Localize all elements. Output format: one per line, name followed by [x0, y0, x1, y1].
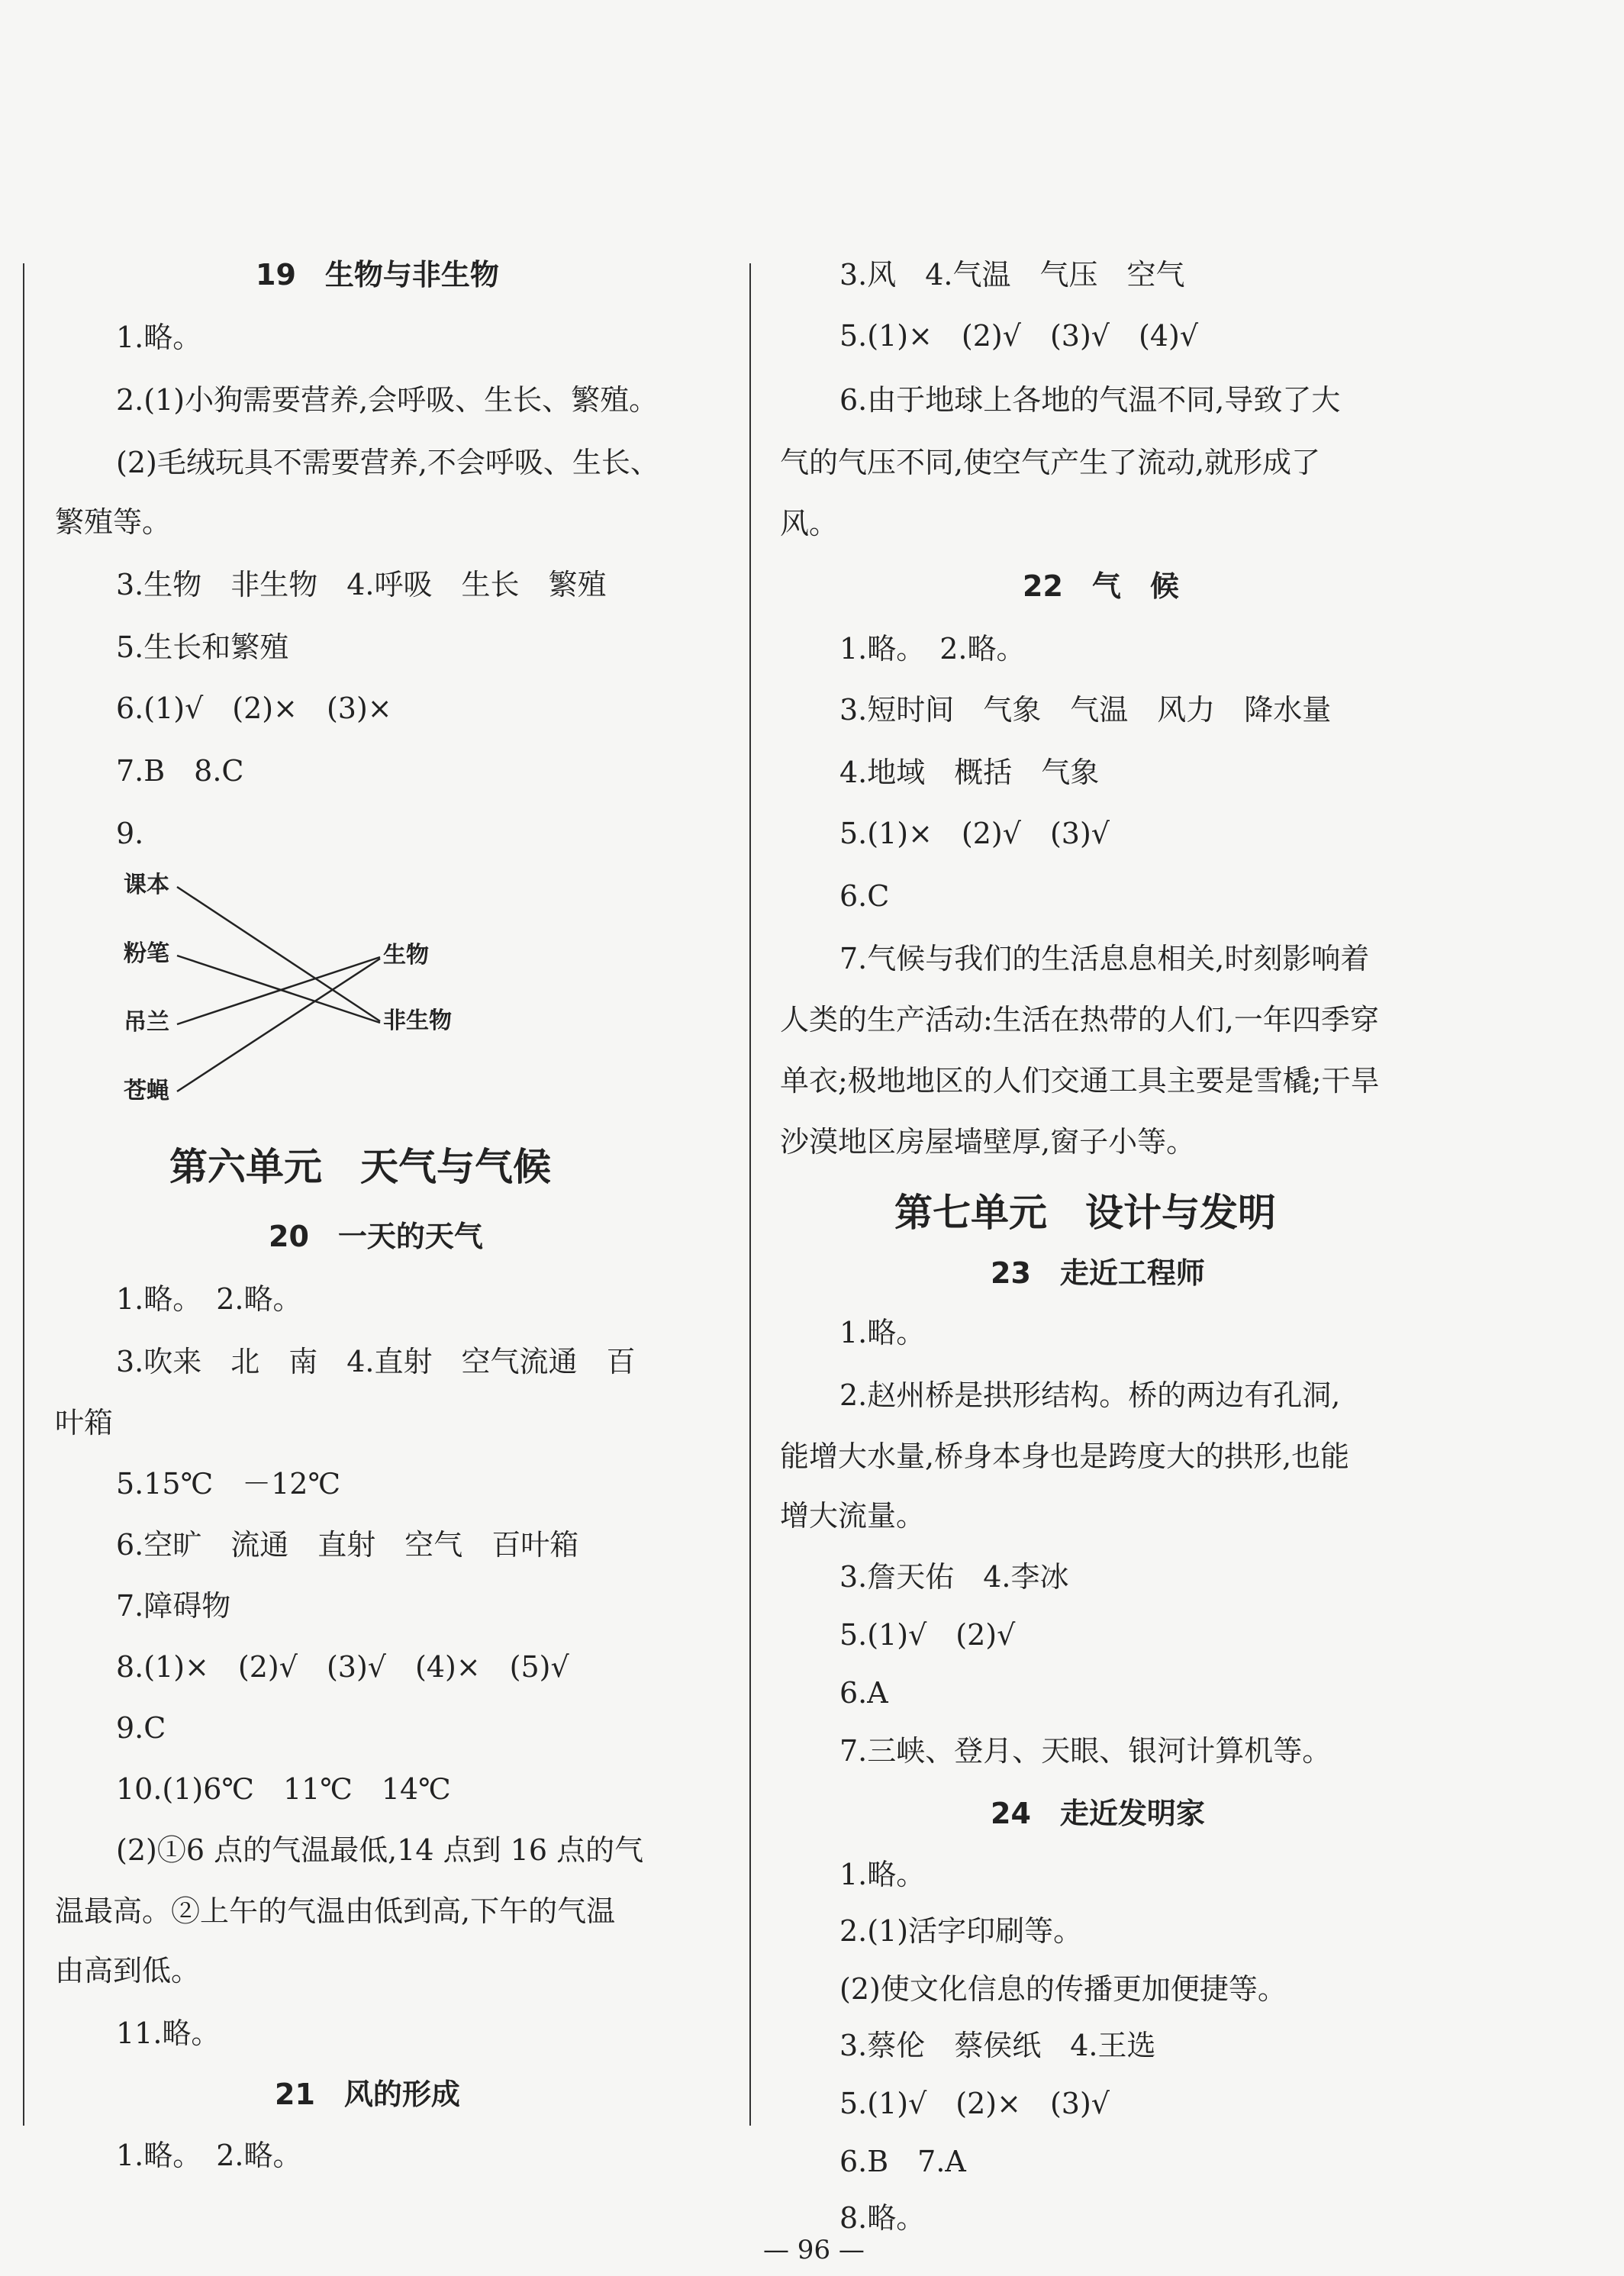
answer-line: 1.略。 2.略。 [116, 2139, 302, 2172]
answer-line: 6.由于地球上各地的气温不同,导致了大 [839, 383, 1341, 417]
answer-line: 7.B 8.C [116, 754, 244, 788]
answer-line: (2)使文化信息的传播更加便捷等。 [839, 1972, 1287, 2006]
matching-diagram [114, 870, 496, 1114]
unit-6-title: 第六单元 天气与气候 [169, 1145, 551, 1189]
answer-line: 6.A [839, 1676, 888, 1710]
section-23-title: 23 走近工程师 [991, 1256, 1205, 1290]
match-right-item: 生物 [383, 942, 429, 969]
answer-line: 增大流量。 [780, 1499, 926, 1533]
answer-line: 叶箱 [55, 1406, 114, 1439]
answer-line: 9. [116, 817, 144, 850]
answer-line: 10.(1)6℃ 11℃ 14℃ [116, 1772, 451, 1806]
answer-line: 2.(1)活字印刷等。 [839, 1914, 1083, 1948]
answer-line: 3.蔡伦 蔡侯纸 4.王选 [839, 2029, 1156, 2062]
answer-line: 1.略。 2.略。 [839, 632, 1026, 666]
answer-line: 5.(1)√ (2)× (3)√ [839, 2087, 1110, 2120]
answer-line: 7.障碍物 [116, 1589, 231, 1623]
match-line [177, 957, 380, 1024]
section-20-title: 20 一天的天气 [269, 1220, 483, 1253]
match-left-item: 课本 [124, 872, 169, 898]
matching-lines [114, 870, 496, 1114]
match-line [177, 959, 380, 1091]
answer-line: 5.15℃ －12℃ [116, 1467, 340, 1501]
match-line [177, 956, 380, 1023]
answer-line: 3.吹来 北 南 4.直射 空气流通 百 [116, 1345, 636, 1378]
column-divider [749, 263, 751, 2126]
answer-line: 3.詹天佑 4.李冰 [839, 1560, 1069, 1594]
answer-line: (2)毛绒玩具不需要营养,不会呼吸、生长、 [116, 446, 659, 479]
answer-line: 气的气压不同,使空气产生了流动,就形成了 [780, 446, 1321, 479]
answer-line: 2.(1)小狗需要营养,会呼吸、生长、繁殖。 [116, 383, 659, 417]
answer-line: 9.C [116, 1711, 166, 1745]
answer-line: 5.(1)× (2)√ (3)√ (4)√ [839, 319, 1199, 353]
answer-line: 8.略。 [839, 2201, 926, 2235]
answer-line: 7.气候与我们的生活息息相关,时刻影响着 [839, 942, 1370, 975]
match-right-item: 非生物 [383, 1007, 452, 1034]
answer-line: 1.略。 [839, 1316, 926, 1349]
answer-line: 5.(1)√ (2)√ [839, 1618, 1016, 1652]
answer-line: 1.略。 2.略。 [116, 1282, 302, 1316]
answer-line: 3.短时间 气象 气温 风力 降水量 [839, 693, 1332, 727]
answer-line: 11.略。 [116, 2016, 221, 2050]
answer-line: 3.风 4.气温 气压 空气 [839, 258, 1185, 292]
left-margin-rule [23, 263, 24, 2126]
answer-line: 5.(1)× (2)√ (3)√ [839, 817, 1110, 850]
section-24-title: 24 走近发明家 [991, 1797, 1205, 1830]
section-22-title: 22 气 候 [1023, 569, 1179, 603]
answer-line: 繁殖等。 [55, 505, 172, 539]
answer-line: 1.略。 [839, 1858, 926, 1891]
match-line [177, 887, 380, 1021]
unit-7-title: 第七单元 设计与发明 [894, 1191, 1276, 1235]
answer-line: 1.略。 [116, 321, 202, 354]
answer-line: 4.地域 概括 气象 [839, 756, 1100, 789]
answer-line: 6.C [839, 879, 890, 913]
answer-line: 3.生物 非生物 4.呼吸 生长 繁殖 [116, 568, 607, 601]
answer-line: 6.B 7.A [839, 2145, 966, 2178]
answer-line: (2)①6 点的气温最低,14 点到 16 点的气 [116, 1833, 644, 1867]
answer-line: 2.赵州桥是拱形结构。桥的两边有孔洞, [839, 1378, 1341, 1412]
answer-line: 由高到低。 [55, 1954, 201, 1987]
answer-line: 6.(1)√ (2)× (3)× [116, 692, 392, 725]
page-number: — 96 — [763, 2235, 865, 2265]
answer-line: 能增大水量,桥身本身也是跨度大的拱形,也能 [780, 1439, 1350, 1473]
match-left-item: 苍蝇 [124, 1078, 169, 1104]
answer-line: 单衣;极地地区的人们交通工具主要是雪橇;干旱 [780, 1064, 1380, 1098]
answer-line: 5.生长和繁殖 [116, 630, 289, 664]
section-21-title: 21 风的形成 [275, 2078, 460, 2111]
section-19-title: 19 生物与非生物 [256, 258, 499, 292]
match-left-item: 粉笔 [124, 940, 169, 967]
answer-line: 温最高。②上午的气温由低到高,下午的气温 [55, 1894, 616, 1928]
answer-line: 沙漠地区房屋墙壁厚,窗子小等。 [780, 1125, 1196, 1159]
answer-line: 7.三峡、登月、天眼、银河计算机等。 [839, 1734, 1332, 1768]
answer-line: 8.(1)× (2)√ (3)√ (4)× (5)√ [116, 1650, 569, 1684]
answer-line: 风。 [780, 507, 839, 540]
answer-line: 6.空旷 流通 直射 空气 百叶箱 [116, 1528, 579, 1562]
answer-line: 人类的生产活动:生活在热带的人们,一年四季穿 [780, 1003, 1379, 1036]
match-left-item: 吊兰 [124, 1009, 169, 1036]
